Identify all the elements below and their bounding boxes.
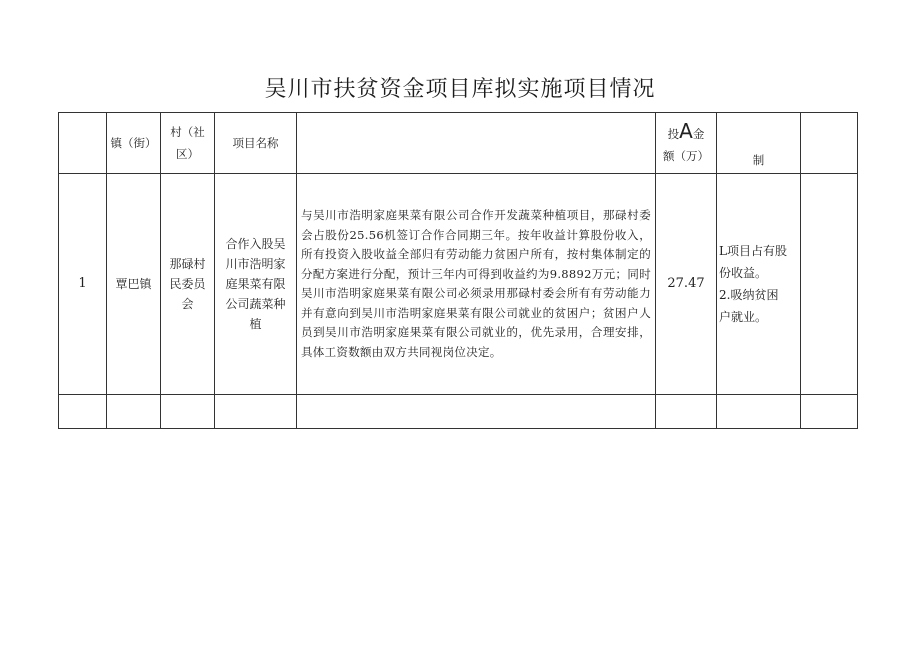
cell-mechanism bbox=[717, 174, 801, 395]
header-village-line1: 村（社 bbox=[170, 125, 205, 139]
header-village bbox=[161, 113, 215, 174]
project-table bbox=[58, 112, 858, 429]
header-mechanism: 制 bbox=[717, 113, 801, 174]
empty-cell bbox=[215, 395, 297, 429]
empty-cell bbox=[717, 395, 801, 429]
cell-mechanism-line: 2.吸纳贫困 bbox=[719, 288, 779, 302]
empty-cell bbox=[656, 395, 717, 429]
table-header-row bbox=[59, 113, 858, 174]
table-row-empty bbox=[59, 395, 858, 429]
header-amount-line2: 额（万） bbox=[663, 148, 709, 163]
header-amount-line1 bbox=[656, 120, 716, 145]
cell-village-line: 那碌村 bbox=[169, 257, 206, 271]
cell-remark bbox=[801, 174, 858, 395]
cell-project-name bbox=[215, 174, 297, 395]
cell-village-line: 会 bbox=[181, 297, 194, 311]
page-title: 吴川市扶贫资金项目库拟实施项目情况 bbox=[264, 77, 656, 102]
header-content bbox=[297, 113, 656, 174]
header-project-name: 项目名称 bbox=[215, 113, 297, 174]
cell-no: 1 bbox=[59, 174, 107, 395]
header-amount-big: A bbox=[679, 118, 693, 143]
header-town-label: 镇（街） bbox=[110, 136, 157, 150]
cell-project-name-line: 植 bbox=[249, 317, 262, 331]
cell-mechanism-line: 份收益。 bbox=[719, 266, 768, 280]
empty-cell bbox=[297, 395, 656, 429]
header-no bbox=[59, 113, 107, 174]
table-row bbox=[59, 174, 858, 395]
cell-project-name-line: 庭果菜有限 bbox=[225, 277, 286, 291]
cell-mechanism-line: 户就业。 bbox=[719, 310, 768, 324]
header-amount-suffix: 金 bbox=[692, 126, 705, 141]
cell-village bbox=[161, 174, 215, 395]
empty-cell bbox=[59, 395, 107, 429]
header-amount bbox=[656, 113, 717, 174]
cell-town: 覃巴镇 bbox=[107, 174, 161, 395]
cell-project-name-line: 川市浩明家 bbox=[225, 257, 286, 271]
cell-project-name-line: 公司蔬菜种 bbox=[225, 297, 286, 311]
cell-amount: 27.47 bbox=[656, 174, 717, 395]
header-remark bbox=[801, 113, 858, 174]
header-amount-prefix: 投 bbox=[667, 126, 680, 141]
cell-project-name-line: 合作入股吴 bbox=[225, 237, 286, 251]
cell-village-line: 民委员 bbox=[169, 277, 206, 291]
empty-cell bbox=[801, 395, 858, 429]
cell-content: 与吴川市浩明家庭果菜有限公司合作开发蔬菜种植项目，那碌村委会占股份25.56机签订合作合同期三年。按年收益计算股份收入，所有投资入股收益全部归有劳动能力贫困户所有，按村集体制定的分配方案进行分配，预计三年内可得到收益约为9.8892万元；同时吴川市浩明家庭果菜有限公司必须录用那碌村委会所有有劳动能力并有意向到吴川市浩明家庭果菜有限公司就业的贫困户；贫困户人员到吴川市浩明家庭果菜有限公司就业的，优先录用，合理安排，具体工资数额由双方共同视岗位决定。 bbox=[297, 174, 656, 395]
header-village-line2: 区） bbox=[176, 147, 199, 161]
header-town bbox=[107, 113, 161, 174]
cell-mechanism-line: L项目占有股 bbox=[719, 244, 787, 258]
empty-cell bbox=[107, 395, 161, 429]
empty-cell bbox=[161, 395, 215, 429]
